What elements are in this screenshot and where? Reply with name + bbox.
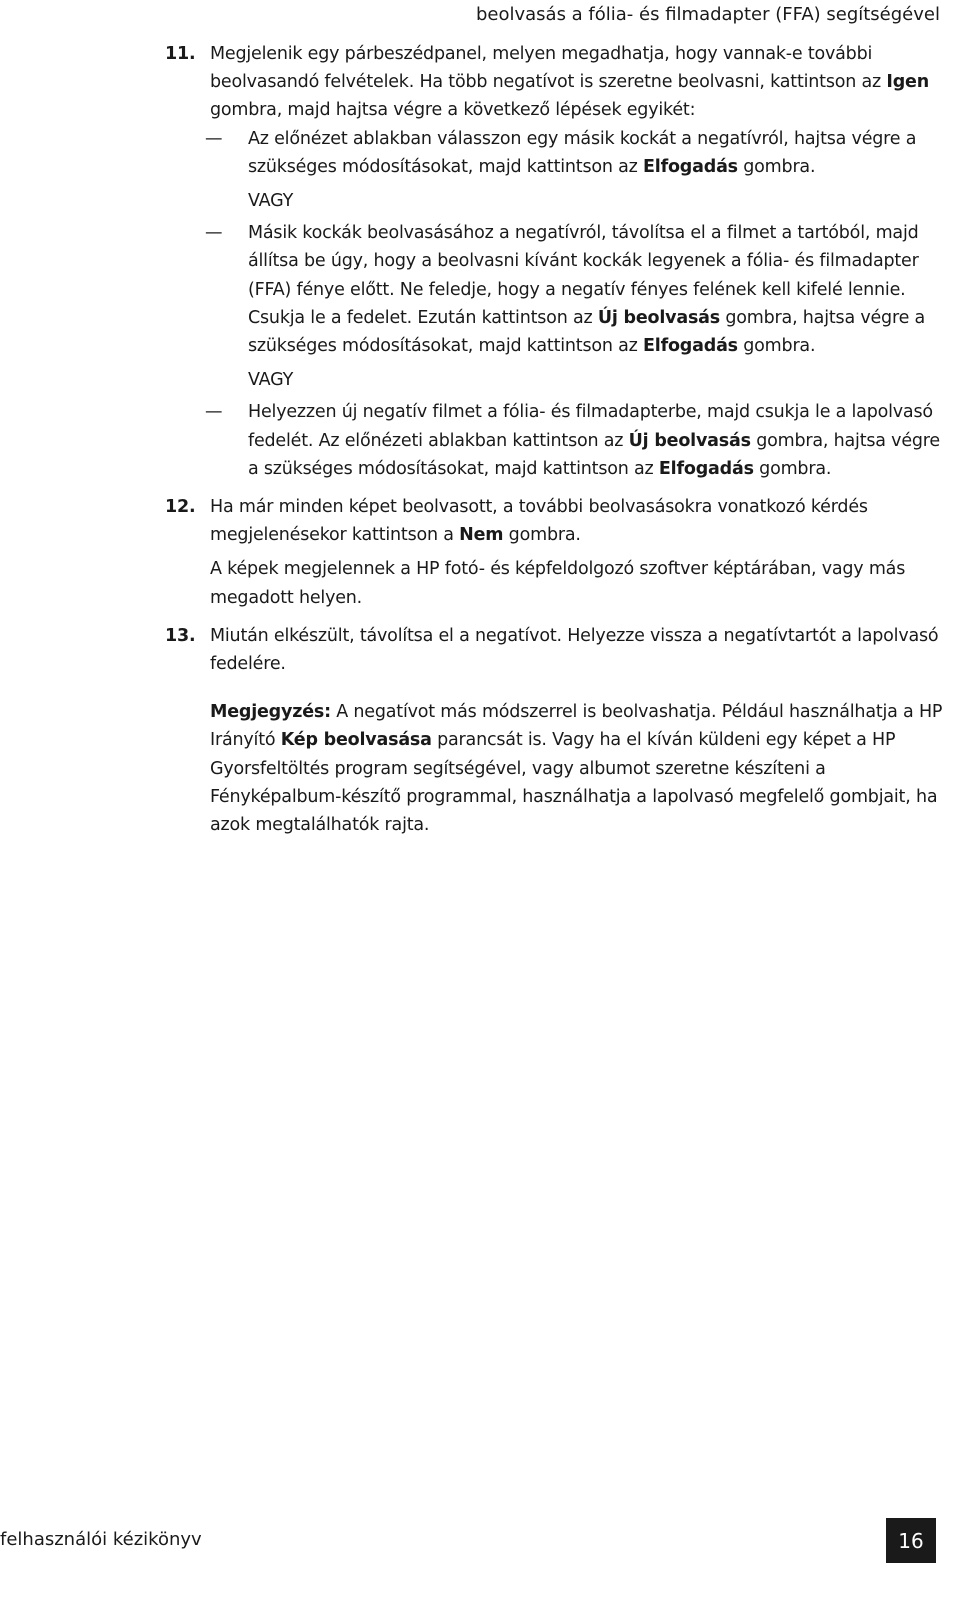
step-number: 13.: [165, 625, 196, 646]
note-label: Megjegyzés:: [210, 702, 331, 723]
step-13: [165, 622, 945, 678]
dash-bullet: —: [205, 223, 223, 244]
page-number: 16: [886, 1518, 936, 1563]
step-number: 11.: [165, 44, 196, 64]
running-header: beolvasás a fólia- és filmadapter (FFA) segítségével: [475, 4, 940, 25]
kep-beolvasasa-command-ref: Kép beolvasása: [280, 730, 432, 751]
dash-bullet: —: [205, 128, 223, 149]
step-11-intro: Megjelenik egy párbeszédpanel, melyen megadhatja, hogy vannak-e további beolvasandó felvételek. Ha több negatívot is szeretne beolvasni, kattintson az Igen gombra, majd hajtsa végre a következő lépések egyikét:: [210, 44, 929, 121]
step-number: 12.: [165, 497, 196, 518]
elfogadas-button-ref: Elfogadás: [643, 156, 738, 177]
step-13-text: Miután elkészült, távolítsa el a negatívot. Helyezze vissza a negatívtartót a lapolvasó fedelére.: [210, 625, 939, 675]
or-separator: VAGY: [248, 191, 294, 212]
dash-bullet: —: [205, 402, 223, 423]
igen-button-ref: Igen: [886, 72, 929, 93]
step-11: [165, 40, 945, 483]
uj-beolvasas-button-ref: Új beolvasás: [628, 430, 751, 451]
note-block: [165, 698, 945, 839]
elfogadas-button-ref: Elfogadás: [658, 458, 754, 479]
option-1: — Az előnézet ablakban válasszon egy másik kockát a negatívról, hajtsa végre a szükséges módosításokat, majd kattintson az Elfogadás gombra.: [210, 125, 945, 181]
step-12: [165, 493, 945, 612]
elfogadas-button-ref: Elfogadás: [643, 336, 738, 357]
or-separator: VAGY: [248, 370, 294, 391]
document-body: [165, 40, 945, 839]
option-2: — Másik kockák beolvasásához a negatívról, távolítsa el a filmet a tartóból, majd állítsa be úgy, hogy a beolvasni kívánt kockák legyenek a fólia- és filmadapter (FFA) fénye előtt. Ne feledje, hogy a negatív fényes felének kell kifelé lennie. Csukja le a fedelet. Ezután kattintson az Új beolvasás gombra, hajtsa végre a szükséges módosításokat, majd kattintson az Elfogadás gombra.: [210, 219, 945, 360]
option-3: — Helyezzen új negatív filmet a fólia- és filmadapterbe, majd csukja le a lapolvasó fedelét. Az előnézeti ablakban kattintson az Új beolvasás gombra, hajtsa végre a szükséges módosításokat, majd kattintson az Elfogadás gombra.: [210, 398, 945, 483]
uj-beolvasas-button-ref: Új beolvasás: [597, 307, 721, 328]
note-text: Megjegyzés: A negatívot más módszerrel is beolvashatja. Például használhatja a HP Irányító Kép beolvasása parancsát is. Vagy ha el kíván küldeni egy képet a HP Gyorsfeltöltés program segítségével, vagy albumot szeretne készíteni a Fényképalbum-készítő programmal, használhatja a lapolvasó megfelelő gombjait, ha azok megtalálhatók rajta.: [210, 702, 943, 836]
footer-title: felhasználói kézikönyv: [0, 1529, 202, 1550]
nem-button-ref: Nem: [459, 525, 504, 546]
step-12-result: A képek megjelennek a HP fotó- és képfeldolgozó szoftver képtárában, vagy más megadott helyen.: [210, 559, 906, 608]
step-12-text: Ha már minden képet beolvasott, a további beolvasásokra vonatkozó kérdés megjelenésekor kattintson a Nem gombra.: [210, 497, 868, 546]
